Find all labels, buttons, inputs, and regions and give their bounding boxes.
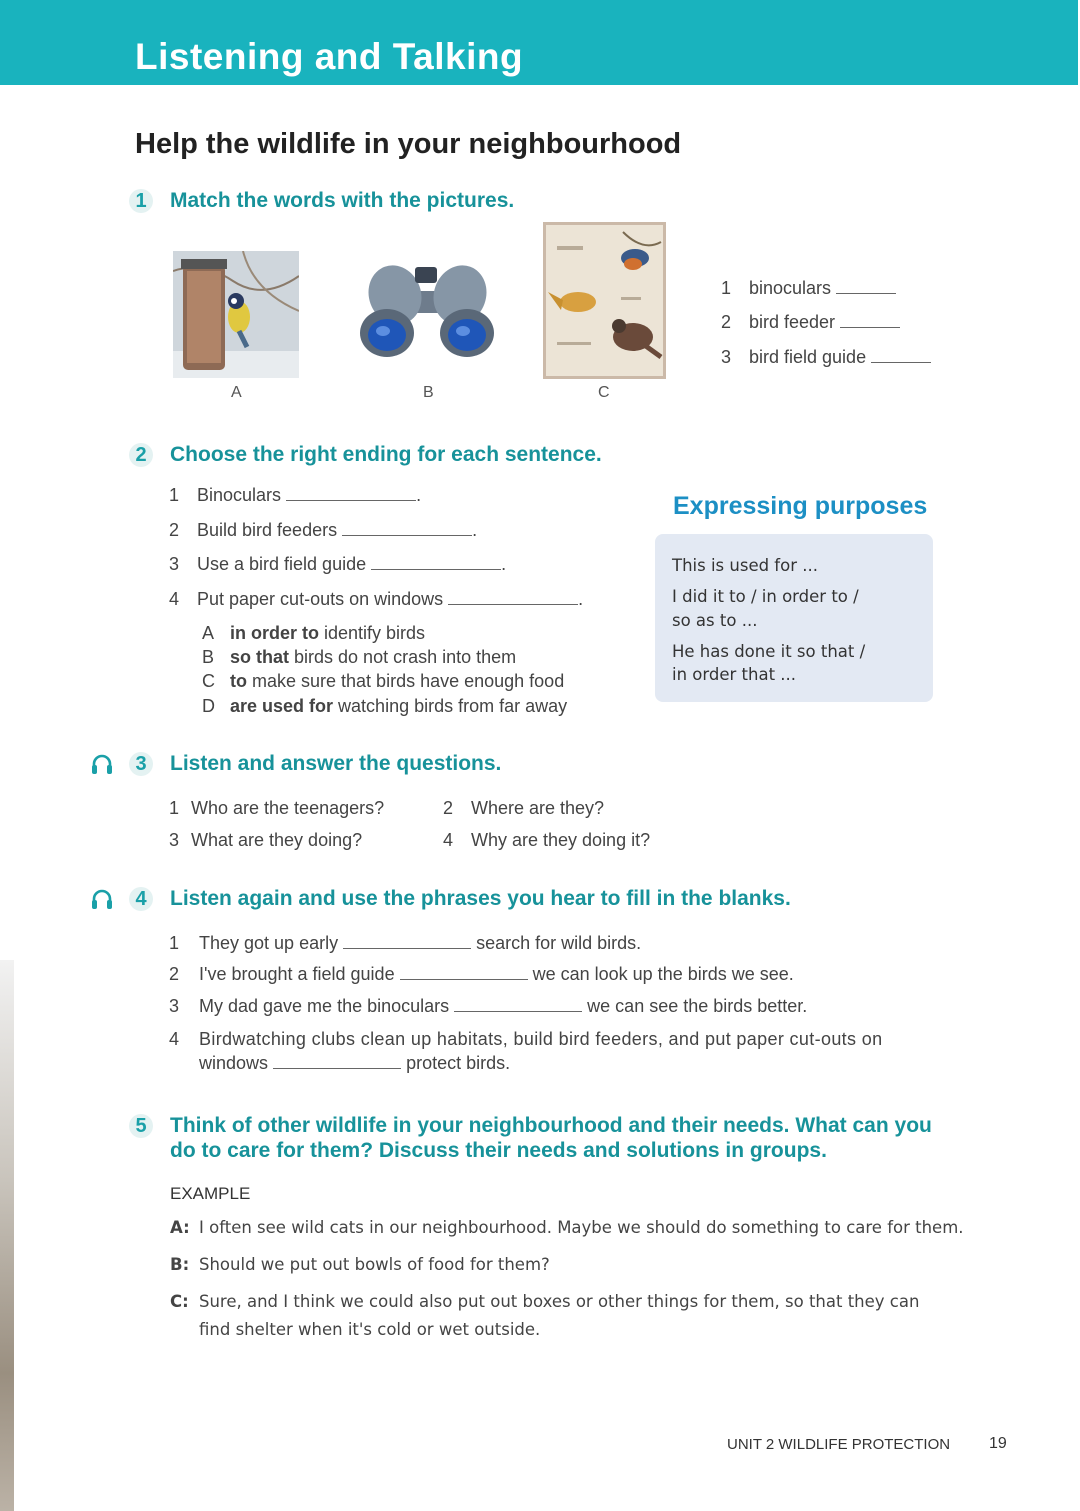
bird-feeder-photo — [173, 251, 299, 378]
fill-sentence: 1 They got up early search for wild birds. — [169, 933, 642, 953]
fill-sentence: 3 My dad gave me the binoculars we can see the birds better. — [169, 996, 808, 1016]
answer-blank[interactable] — [871, 348, 931, 363]
header-title: Listening and Talking — [135, 36, 524, 77]
option-item: D are used for watching birds from far away — [202, 696, 568, 716]
expression-line: I did it to / in order to / — [672, 587, 859, 606]
dialogue-line-a: A: I often see wild cats in our neighbourhood. Maybe we should do something to care for them. — [170, 1218, 964, 1237]
option-item: A in order to identify birds — [202, 623, 426, 643]
expression-line: This is used for ... — [672, 556, 818, 575]
word-item: 1 binoculars — [721, 278, 896, 299]
option-item: B so that birds do not crash into them — [202, 647, 517, 667]
dialogue-line-c-continued: find shelter when it's cold or wet outside. — [199, 1320, 541, 1339]
binoculars-photo — [355, 253, 500, 363]
expression-line: so as to ... — [672, 611, 758, 630]
exercise-4-number: 4 — [129, 887, 153, 911]
question-item: 4 Why are they doing it? — [443, 830, 651, 850]
fill-sentence: 2 I've brought a field guide we can look up the birds we see. — [169, 964, 794, 984]
answer-blank[interactable] — [836, 279, 896, 294]
word-item: 2 bird feeder — [721, 312, 900, 333]
answer-blank[interactable] — [454, 997, 582, 1012]
option-item: C to make sure that birds have enough food — [202, 671, 565, 691]
expressing-purposes-box — [655, 534, 933, 702]
answer-blank[interactable] — [273, 1054, 401, 1069]
exercise-1-number: 1 — [129, 189, 153, 213]
answer-blank[interactable] — [448, 590, 578, 605]
exercise-5-number: 5 — [129, 1114, 153, 1138]
question-item: 2 Where are they? — [443, 798, 605, 818]
exercise-2-instruction: Choose the right ending for each sentence. — [170, 443, 602, 466]
exercise-2-number: 2 — [129, 443, 153, 467]
expressing-purposes-title: Expressing purposes — [673, 492, 928, 520]
sentence-item: 1 Binoculars . — [169, 485, 422, 505]
dialogue-line-c: C: Sure, and I think we could also put out boxes or other things for them, so that they can — [170, 1292, 920, 1311]
answer-blank[interactable] — [371, 555, 501, 570]
headphones-icon[interactable] — [90, 887, 114, 911]
example-label: EXAMPLE — [170, 1184, 251, 1203]
picture-a-label: A — [231, 384, 242, 401]
word-item: 3 bird field guide — [721, 347, 931, 368]
fill-sentence: 4 Birdwatching clubs clean up habitats, build bird feeders, and put paper cut-outs on — [169, 1029, 883, 1049]
dialogue-line-b: B: Should we put out bowls of food for them? — [170, 1255, 550, 1274]
exercise-3-instruction: Listen and answer the questions. — [170, 752, 502, 775]
page-edge-strip — [0, 960, 14, 1511]
section-title: Help the wildlife in your neighbourhood — [135, 128, 682, 160]
answer-blank[interactable] — [840, 313, 900, 328]
question-item: 3 What are they doing? — [169, 830, 363, 850]
expression-line: He has done it so that / — [672, 642, 866, 661]
headphones-icon[interactable] — [90, 752, 114, 776]
footer-unit: UNIT 2 WILDLIFE PROTECTION — [727, 1436, 951, 1453]
picture-b-label: B — [423, 384, 434, 401]
exercise-5-instruction: Think of other wildlife in your neighbourhood and their needs. What can you — [170, 1114, 932, 1137]
answer-blank[interactable] — [400, 965, 528, 980]
bird-field-guide-photo — [543, 222, 666, 379]
exercise-3-number: 3 — [129, 752, 153, 776]
answer-blank[interactable] — [342, 521, 472, 536]
sentence-item: 2 Build bird feeders . — [169, 520, 478, 540]
fill-sentence-continued: windows protect birds. — [199, 1053, 511, 1073]
sentence-item: 4 Put paper cut-outs on windows . — [169, 589, 584, 609]
exercise-4-instruction: Listen again and use the phrases you hear to fill in the blanks. — [170, 887, 791, 910]
exercise-5-instruction: do to care for them? Discuss their needs and solutions in groups. — [170, 1139, 827, 1162]
picture-c-label: C — [598, 384, 610, 401]
expression-line: in order that ... — [672, 665, 797, 684]
exercise-1-instruction: Match the words with the pictures. — [170, 189, 515, 212]
page-number: 19 — [989, 1435, 1007, 1452]
answer-blank[interactable] — [343, 934, 471, 949]
answer-blank[interactable] — [286, 486, 416, 501]
sentence-item: 3 Use a bird field guide . — [169, 554, 507, 574]
question-item: 1 Who are the teenagers? — [169, 798, 385, 818]
